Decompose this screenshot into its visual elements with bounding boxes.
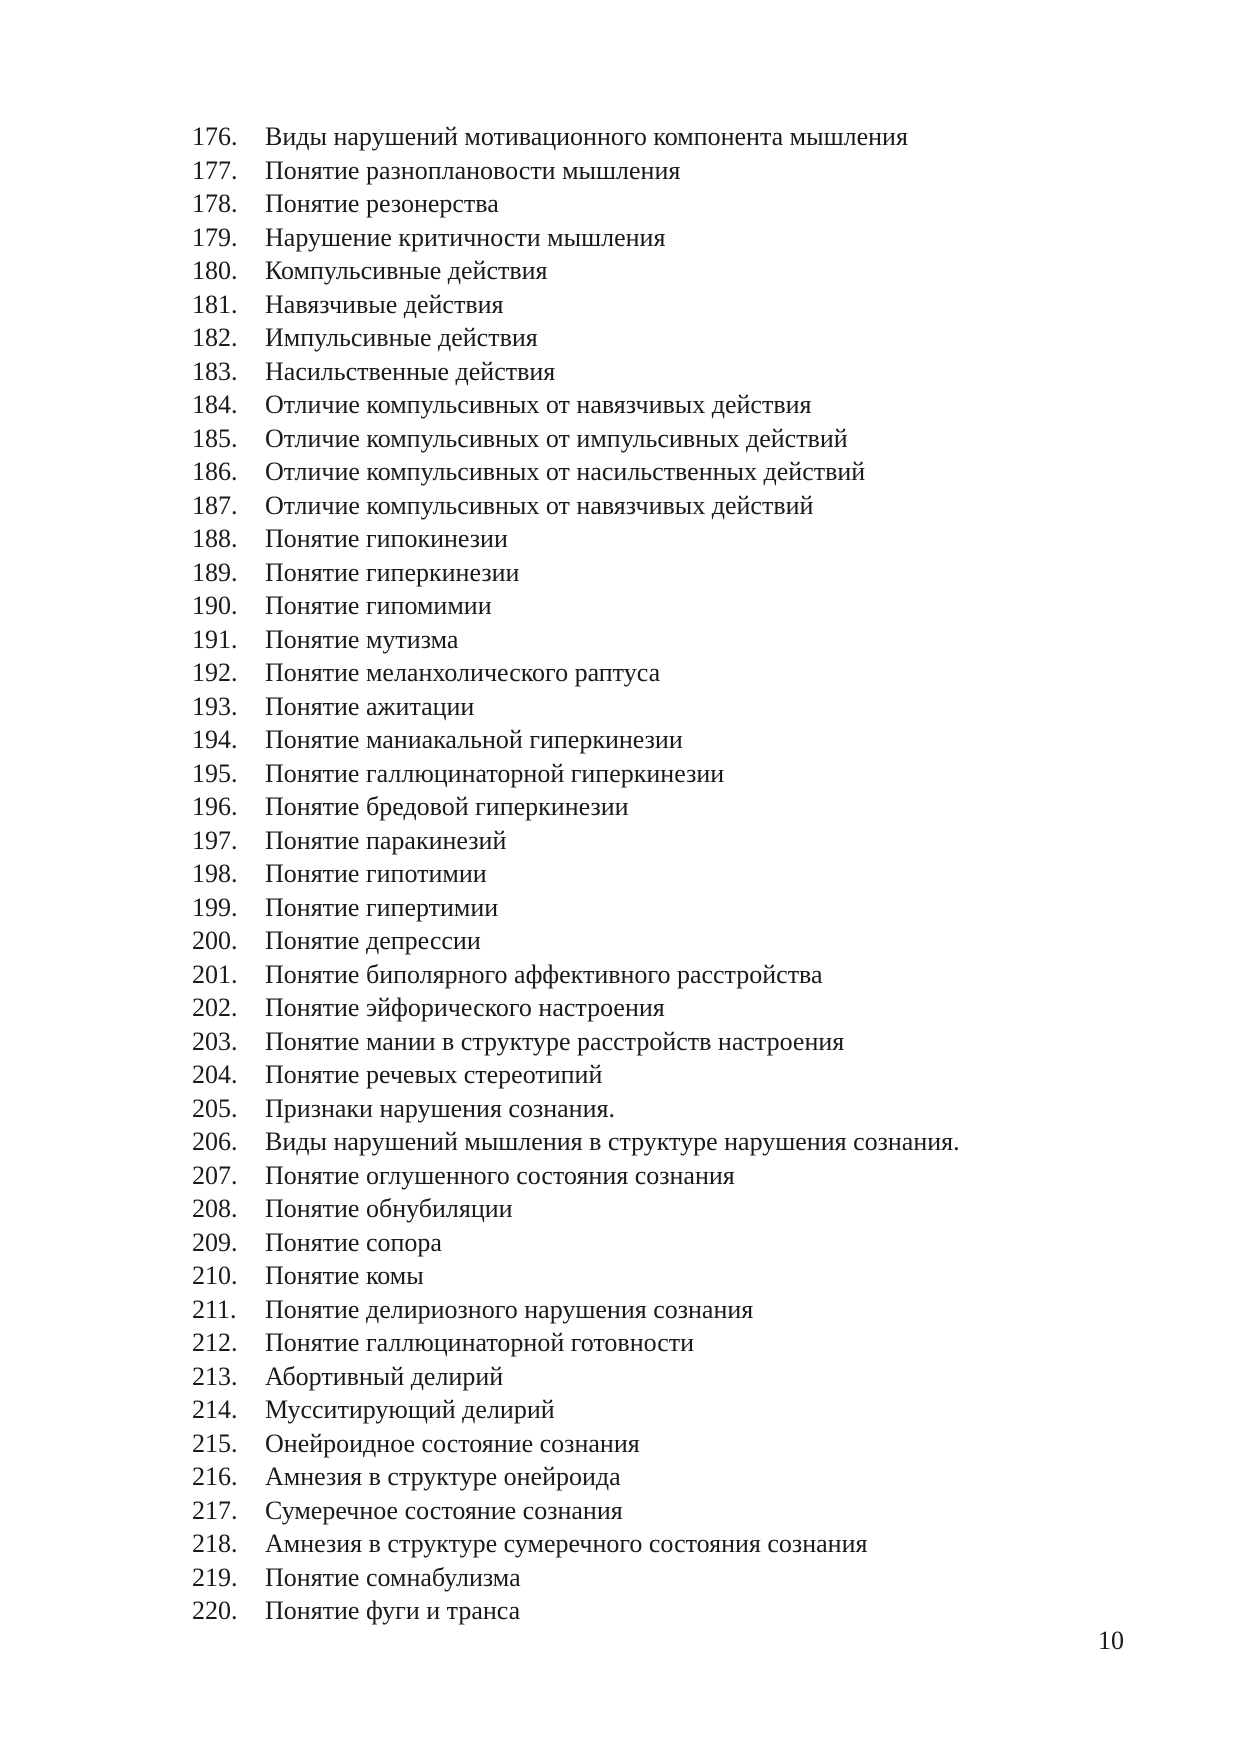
- question-number: 212.: [192, 1328, 238, 1357]
- question-number: 187.: [192, 490, 238, 520]
- question-text: Понятие сопора: [265, 1227, 442, 1257]
- question-item: [192, 1259, 1152, 1293]
- question-item: [192, 1594, 1152, 1628]
- question-number: 197.: [192, 825, 238, 855]
- question-number: 215.: [192, 1428, 238, 1458]
- question-number: 217.: [192, 1495, 238, 1525]
- question-number: 190.: [192, 591, 238, 620]
- question-text: Виды нарушений мотивационного компонента мышления: [265, 122, 908, 151]
- question-number: 192.: [192, 658, 238, 687]
- question-item: [192, 790, 1152, 824]
- question-number: 177.: [192, 155, 238, 185]
- question-number: 209.: [192, 1227, 238, 1257]
- question-number: 194.: [192, 725, 238, 754]
- question-item: [192, 924, 1152, 958]
- question-text: Понятие мутизма: [265, 624, 459, 654]
- question-text: Мусситирующий делирий: [265, 1395, 555, 1424]
- question-text: Понятие делириозного нарушения сознания: [265, 1294, 754, 1324]
- question-text: Отличие компульсивных от импульсивных действий: [265, 423, 848, 453]
- question-item: [192, 1192, 1152, 1226]
- question-text: Понятие биполярного аффективного расстройства: [265, 959, 823, 989]
- question-item: [192, 1393, 1152, 1427]
- question-text: Понятие депрессии: [265, 926, 481, 955]
- question-text: Виды нарушений мышления в структуре нарушения сознания.: [265, 1127, 960, 1156]
- question-text: Понятие гипотимии: [265, 859, 487, 888]
- question-number: 176.: [192, 122, 238, 151]
- question-text: Абортивный делирий: [265, 1361, 504, 1391]
- question-number: 205.: [192, 1093, 238, 1123]
- question-item: [192, 1025, 1152, 1059]
- question-text: Понятие гипокинезии: [265, 524, 508, 553]
- question-number: 207.: [192, 1160, 238, 1190]
- question-text: Понятие галлюцинаторной гиперкинезии: [265, 758, 725, 788]
- question-number: 213.: [192, 1361, 238, 1391]
- question-number: 198.: [192, 859, 238, 888]
- question-item: [192, 321, 1152, 355]
- question-item: [192, 422, 1152, 456]
- question-item: [192, 1494, 1152, 1528]
- question-number: 184.: [192, 390, 238, 419]
- question-number: 186.: [192, 457, 238, 486]
- question-text: Понятие ажитации: [265, 691, 475, 721]
- question-number: 211.: [192, 1294, 237, 1324]
- question-text: Амнезия в структуре онейроида: [265, 1462, 621, 1491]
- question-number: 220.: [192, 1596, 238, 1625]
- question-item: [192, 154, 1152, 188]
- question-list: [192, 120, 1152, 1628]
- question-text: Понятие фуги и транса: [265, 1596, 521, 1625]
- question-item: [192, 1360, 1152, 1394]
- question-item: [192, 489, 1152, 523]
- question-number: 206.: [192, 1127, 238, 1156]
- question-text: Насильственные действия: [265, 356, 556, 386]
- question-number: 200.: [192, 926, 238, 955]
- question-text: Понятие речевых стереотипий: [265, 1060, 603, 1089]
- question-number: 199.: [192, 892, 238, 922]
- question-number: 180.: [192, 256, 238, 285]
- question-item: [192, 1058, 1152, 1092]
- question-text: Понятие разноплановости мышления: [265, 155, 681, 185]
- question-text: Понятие эйфорического настроения: [265, 993, 665, 1022]
- question-number: 219.: [192, 1562, 238, 1592]
- question-item: [192, 1293, 1152, 1327]
- question-number: 195.: [192, 758, 238, 788]
- question-item: [192, 1561, 1152, 1595]
- question-item: [192, 958, 1152, 992]
- question-number: 193.: [192, 691, 238, 721]
- question-number: 178.: [192, 189, 238, 218]
- question-text: Понятие гиперкинезии: [265, 557, 520, 587]
- question-item: [192, 589, 1152, 623]
- question-number: 191.: [192, 624, 238, 654]
- question-number: 188.: [192, 524, 238, 553]
- question-number: 201.: [192, 959, 238, 989]
- question-item: [192, 522, 1152, 556]
- question-item: [192, 1226, 1152, 1260]
- question-text: Понятие сомнабулизма: [265, 1562, 521, 1592]
- question-item: [192, 355, 1152, 389]
- question-item: [192, 388, 1152, 422]
- question-item: [192, 1427, 1152, 1461]
- question-text: Понятие паракинезий: [265, 825, 507, 855]
- question-number: 182.: [192, 323, 238, 352]
- question-number: 214.: [192, 1395, 238, 1424]
- question-text: Компульсивные действия: [265, 256, 548, 285]
- question-number: 210.: [192, 1261, 238, 1290]
- question-number: 218.: [192, 1529, 238, 1558]
- question-text: Сумеречное состояние сознания: [265, 1495, 623, 1525]
- question-item: [192, 120, 1152, 154]
- question-item: [192, 1159, 1152, 1193]
- question-number: 196.: [192, 792, 238, 821]
- question-number: 203.: [192, 1026, 238, 1056]
- question-number: 202.: [192, 993, 238, 1022]
- question-number: 179.: [192, 222, 238, 252]
- question-text: Понятие гипертимии: [265, 892, 499, 922]
- question-item: [192, 1460, 1152, 1494]
- question-text: Понятие гипомимии: [265, 591, 492, 620]
- question-text: Онейроидное состояние сознания: [265, 1428, 640, 1458]
- question-item: [192, 824, 1152, 858]
- question-text: Отличие компульсивных от насильственных действий: [265, 457, 866, 486]
- question-item: [192, 623, 1152, 657]
- question-text: Понятие мании в структуре расстройств настроения: [265, 1026, 845, 1056]
- question-item: [192, 455, 1152, 489]
- question-text: Амнезия в структуре сумеречного состояния сознания: [265, 1529, 868, 1558]
- question-item: [192, 556, 1152, 590]
- question-text: Отличие компульсивных от навязчивых действия: [265, 390, 812, 419]
- question-text: Понятие обнубиляции: [265, 1194, 513, 1223]
- question-text: Понятие меланхолического раптуса: [265, 658, 661, 687]
- question-text: Понятие бредовой гиперкинезии: [265, 792, 629, 821]
- question-item: [192, 288, 1152, 322]
- question-number: 204.: [192, 1060, 238, 1089]
- question-text: Импульсивные действия: [265, 323, 538, 352]
- question-text: Признаки нарушения сознания.: [265, 1093, 615, 1123]
- question-text: Нарушение критичности мышления: [265, 222, 666, 252]
- question-item: [192, 991, 1152, 1025]
- question-number: 185.: [192, 423, 238, 453]
- question-number: 216.: [192, 1462, 238, 1491]
- question-item: [192, 757, 1152, 791]
- question-text: Понятие комы: [265, 1261, 424, 1290]
- question-text: Понятие оглушенного состояния сознания: [265, 1160, 735, 1190]
- question-item: [192, 1527, 1152, 1561]
- question-number: 181.: [192, 289, 238, 319]
- question-number: 183.: [192, 356, 238, 386]
- question-item: [192, 1326, 1152, 1360]
- question-item: [192, 857, 1152, 891]
- question-text: Отличие компульсивных от навязчивых действий: [265, 490, 814, 520]
- question-text: Навязчивые действия: [265, 289, 504, 319]
- question-text: Понятие галлюцинаторной готовности: [265, 1328, 695, 1357]
- question-text: Понятие резонерства: [265, 189, 499, 218]
- question-item: [192, 891, 1152, 925]
- question-item: [192, 221, 1152, 255]
- page-number: 10: [1098, 1626, 1124, 1655]
- question-item: [192, 1092, 1152, 1126]
- question-item: [192, 723, 1152, 757]
- question-item: [192, 187, 1152, 221]
- question-number: 208.: [192, 1194, 238, 1223]
- question-number: 189.: [192, 557, 238, 587]
- question-text: Понятие маниакальной гиперкинезии: [265, 725, 683, 754]
- question-item: [192, 690, 1152, 724]
- question-item: [192, 254, 1152, 288]
- question-item: [192, 1125, 1152, 1159]
- question-item: [192, 656, 1152, 690]
